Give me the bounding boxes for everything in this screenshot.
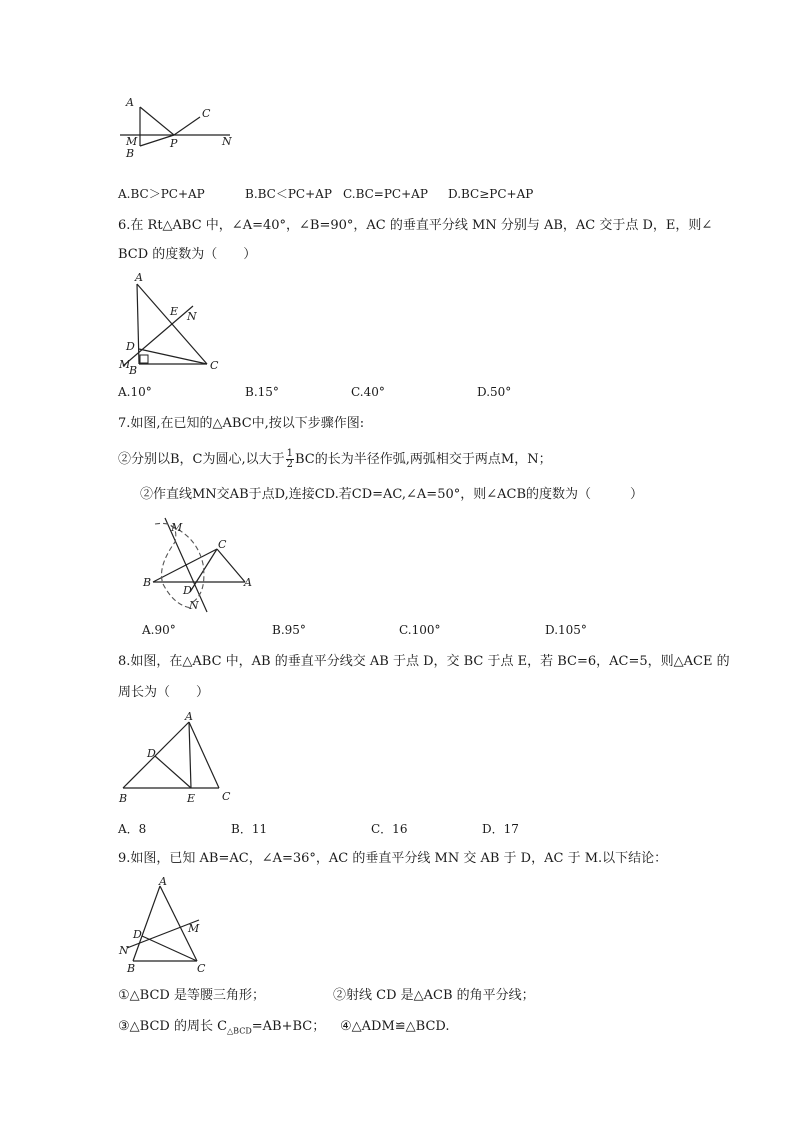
q7-label-b: B — [143, 576, 152, 589]
q8-label-d: D — [147, 747, 156, 760]
q5-label-n: N — [222, 135, 232, 148]
q9-conclusion-2: ②射线 CD 是△ACB 的角平分线； — [333, 988, 535, 1003]
q9-label-a: A — [159, 875, 167, 888]
q8-question-line1: 8.如图，在△ABC 中，AB 的垂直平分线交 AB 于点 D，交 BC 于点 E，若 BC=6，AC=5，则△ACE 的 — [118, 654, 730, 669]
q8-label-e: E — [187, 792, 196, 805]
q5-label-m: M — [126, 135, 138, 148]
q5-option-d: D.BC≥PC+AP — [448, 187, 534, 201]
q5-label-c: C — [202, 107, 211, 120]
q9-conclusion-3-before: ③△BCD 的周长 C — [118, 1019, 228, 1034]
q7-step1 — [118, 449, 552, 470]
q6-label-n: N — [187, 310, 197, 323]
q7-question-line1: 7.如图,在已知的△ABC中,按以下步骤作图: — [118, 416, 365, 431]
q6-label-c: C — [210, 359, 219, 372]
q5-label-p: P — [170, 137, 178, 150]
q8-option-c: C．16 — [371, 822, 408, 836]
q6-label-m: M — [119, 358, 131, 371]
q6-option-c: C.40° — [351, 385, 385, 399]
q9-question-line1: 9.如图，已知 AB=AC，∠A=36°，AC 的垂直平分线 MN 交 AB 于 D，AC 于 M.以下结论： — [118, 851, 668, 866]
q9-label-m: M — [188, 922, 200, 935]
q5-option-c: C.BC=PC+AP — [343, 187, 428, 201]
q6-label-d: D — [126, 340, 135, 353]
q7-label-m: M — [171, 521, 183, 534]
q8-question-line2: 周长为（ ） — [118, 685, 210, 700]
q7-option-a: A.90° — [142, 623, 176, 637]
q9-label-n: N — [119, 944, 129, 957]
q7-label-a: A — [244, 576, 252, 589]
q5-label-a: A — [126, 96, 134, 109]
q6-label-e: E — [170, 305, 179, 318]
q7-figure — [135, 512, 265, 617]
q9-label-b: B — [127, 962, 136, 975]
q8-figure — [115, 710, 245, 810]
q7-step1-before: ②分别以B，C为圆心,以大于 — [118, 452, 285, 467]
q7-fraction: $\frac{1}{2}$ — [286, 448, 294, 470]
q6-label-a: A — [135, 271, 143, 284]
q6-option-a: A.10° — [118, 385, 152, 399]
q5-figure — [112, 95, 242, 160]
q7-label-d: D — [183, 584, 192, 597]
q6-option-b: B.15° — [245, 385, 279, 399]
q7-option-c: C.100° — [399, 623, 441, 637]
q5-label-b: B — [126, 147, 135, 160]
q7-option-b: B.95° — [272, 623, 306, 637]
q9-figure — [115, 876, 215, 976]
q6-question-line2: BCD 的度数为（ ） — [118, 247, 257, 262]
q7-label-c: C — [218, 538, 227, 551]
q9-conclusion-3-after: =AB+BC； — [251, 1019, 326, 1034]
q8-label-a: A — [185, 710, 193, 723]
q9-conclusion-3 — [118, 1018, 325, 1041]
q9-label-d: D — [133, 928, 142, 941]
q9-conclusion-4: ④△ADM≌△BCD. — [340, 1019, 450, 1034]
q7-label-n: N — [189, 599, 199, 612]
q5-option-b: B.BC＜PC+AP — [245, 187, 332, 201]
q6-question-line1: 6.在 Rt△ABC 中，∠A=40°，∠B=90°，AC 的垂直平分线 MN 分别与 AB，AC 交于点 D，E，则∠ — [118, 218, 713, 233]
q8-option-d: D．17 — [482, 822, 519, 836]
q8-label-b: B — [119, 792, 128, 805]
q9-label-c: C — [197, 962, 206, 975]
q6-option-d: D.50° — [477, 385, 512, 399]
q9-conclusion-1: ①△BCD 是等腰三角形； — [118, 988, 265, 1003]
q8-label-c: C — [222, 790, 231, 803]
q7-step1-after: BC的长为半径作弧,两弧相交于两点M，N； — [295, 452, 552, 467]
q6-label-b: B — [129, 364, 138, 377]
q5-option-a: A.BC＞PC+AP — [118, 187, 205, 201]
q6-figure — [115, 272, 235, 377]
q8-option-b: B．11 — [231, 822, 268, 836]
q7-option-d: D.105° — [545, 623, 587, 637]
q7-step2: ②作直线MN交AB于点D,连接CD.若CD=AC,∠A=50°，则∠ACB的度数为（ ） — [140, 487, 644, 502]
q8-option-a: A．8 — [118, 822, 147, 836]
q9-conclusion-3-sub: △BCD — [227, 1026, 252, 1036]
